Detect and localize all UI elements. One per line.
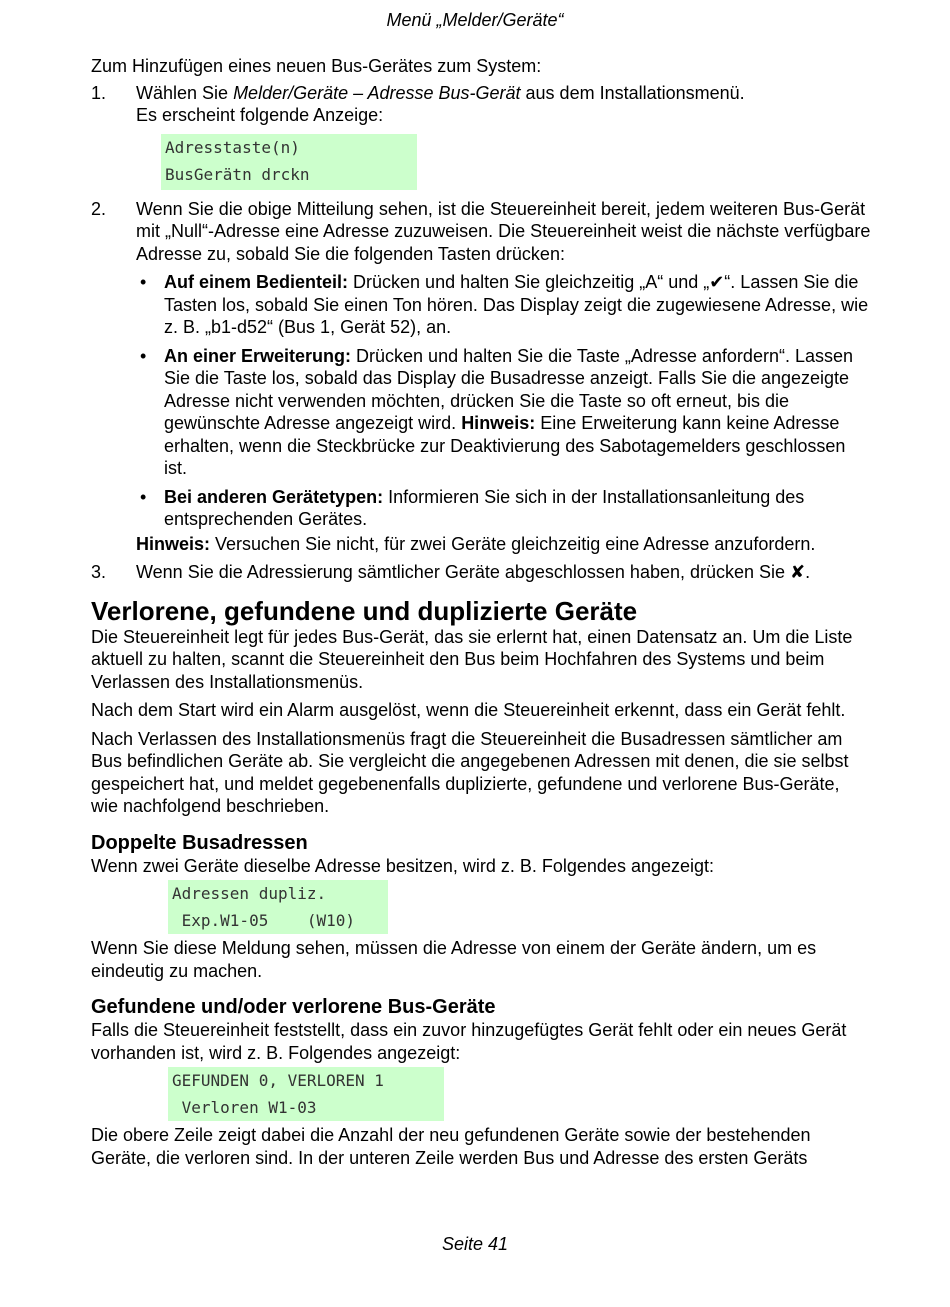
subsection-paragraph: Wenn zwei Geräte dieselbe Adresse besitzen, wird z. B. Folgendes angezeigt: — [91, 855, 715, 876]
page-content — [91, 55, 871, 1169]
bullet-body: Drücken und halten Sie die Taste „Adresse anfordern“. Lassen Sie die Taste los, sobald das Display die Busadresse anzeigt. Falls Sie die angezeigte Adresse nicht verwenden möchten, drücken Sie die Taste so oft erneut, bis die gewünschte Adresse angezeigt wird. — [164, 345, 853, 433]
bullet-note-label: Hinweis: — [461, 413, 536, 433]
step-text: Wenn Sie die obige Mitteilung sehen, ist die Steuereinheit bereit, jedem weiteren Bus-Gerät mit „Null“-Adresse eine Adresse zuzuweisen. Die Steuereinheit weist die nächste verfügbare Adresse zu, sobald Sie die folgenden Tasten drücken: — [136, 198, 871, 264]
page-footer: Seite 41 — [441, 1234, 509, 1254]
step-number: 2. — [91, 198, 107, 219]
step-text-line2: Es erscheint folgende Anzeige: — [136, 105, 384, 125]
bullet-heading: Bei anderen Gerätetypen: — [164, 486, 384, 507]
step-text-post: aus dem Installationsmenü. — [520, 82, 745, 103]
bullet-icon: • — [140, 486, 147, 507]
section-title: Verlorene, gefundene und duplizierte Geräte — [91, 595, 638, 626]
bullet-heading: An einer Erweiterung: — [164, 345, 352, 366]
bullet-text — [164, 486, 871, 531]
subsection-title-duplicate: Doppelte Busadressen — [91, 831, 308, 854]
section-paragraph: Nach dem Start wird ein Alarm ausgelöst, wenn die Steuereinheit erkennt, dass ein Gerät fehlt. — [91, 700, 846, 720]
bullet-item — [136, 486, 871, 531]
step-2 — [91, 198, 871, 266]
bullet-body: Drücken und halten Sie gleichzeitig „A“ und „✔“. Lassen Sie die Tasten los, sobald Sie einen Ton hören. Das Display zeigt die zugewiesene Adresse, wie z. B. „b1-d52“ (Bus 1, Gerät 52), an. — [164, 272, 869, 337]
bullet-body: Informieren Sie sich in der Installationsanleitung des entsprechenden Gerätes. — [164, 486, 805, 529]
note — [136, 533, 871, 556]
step-1 — [91, 82, 871, 127]
subsection-title-lost: Gefundene und/oder verlorene Bus-Geräte — [91, 996, 496, 1018]
lcd-display-address — [161, 134, 417, 190]
step-text — [136, 82, 871, 127]
step-text: Wenn Sie die Adressierung sämtlicher Geräte abgeschlossen haben, drücken Sie ✘. — [136, 562, 811, 582]
intro-text: Zum Hinzufügen eines neuen Bus-Gerätes zum System: — [91, 56, 542, 76]
bullet-text — [164, 271, 871, 339]
lcd-line: Exp.W1-05 (W10) — [172, 911, 356, 930]
subsection-paragraph: Wenn Sie diese Meldung sehen, müssen die Adresse von einem der Geräte ändern, um es eindeutig zu machen. — [91, 938, 817, 981]
step-text-pre: Wählen Sie — [136, 82, 234, 103]
lcd-line: GEFUNDEN 0, VERLOREN 1 — [172, 1071, 384, 1090]
lcd-display-duplicate — [168, 880, 388, 934]
section-paragraph: Nach Verlassen des Installationsmenüs fragt die Steuereinheit die Busadressen sämtlicher am Bus befindlichen Geräte ab. Sie vergleicht die angegebenen Adressen mit denen, die sie selbst gespeichert hat, und meldet gegebenenfalls duplizierte, gefundene und verlorene Bus-Geräte, wie nachfolgend beschrieben. — [91, 728, 849, 816]
lcd-display-lost — [168, 1067, 444, 1121]
bullet-item — [136, 271, 871, 339]
note-label: Hinweis: — [136, 533, 211, 554]
bullet-item — [136, 345, 871, 480]
bullet-heading: Auf einem Bedienteil: — [164, 272, 349, 292]
lcd-line: BusGerätn drckn — [165, 164, 310, 184]
subsection-paragraph: Die obere Zeile zeigt dabei die Anzahl der neu gefundenen Geräte sowie der bestehenden Geräte, die verloren sind. In der unteren Zeile werden Bus und Adresse des ersten Geräts — [91, 1125, 811, 1168]
step-number: 3. — [91, 562, 107, 582]
lcd-line: Adresstaste(n) — [165, 137, 300, 157]
bullet-text — [164, 345, 871, 480]
subsection-paragraph: Falls die Steuereinheit feststellt, dass ein zuvor hinzugefügtes Gerät fehlt oder ein neues Gerät vorhanden ist, wird z. B. Folgendes angezeigt: — [91, 1020, 847, 1063]
step-3 — [91, 561, 871, 584]
lcd-line: Verloren W1-03 — [172, 1098, 317, 1117]
note-body: Versuchen Sie nicht, für zwei Geräte gleichzeitig eine Adresse anzufordern. — [210, 533, 816, 554]
menu-path: Melder/Geräte – Adresse Bus-Gerät — [233, 82, 521, 103]
step-number: 1. — [91, 82, 107, 103]
section-paragraph: Die Steuereinheit legt für jedes Bus-Gerät, das sie erlernt hat, einen Datensatz an. Um die Liste aktuell zu halten, scannt die Steuereinheit den Bus beim Hochfahren des Systems und beim Verlassen des Installationsmenüs. — [91, 626, 853, 692]
bullet-icon: • — [140, 345, 147, 366]
lcd-line: Adressen dupliz. — [172, 884, 327, 903]
bullet-note-body: Eine Erweiterung kann keine Adresse erhalten, wenn die Steckbrücke zur Deaktivierung des Sabotagemelders geschlossen ist. — [164, 413, 846, 478]
bullet-icon: • — [140, 272, 147, 292]
page-header: Menü „Melder/Geräte“ — [386, 10, 564, 30]
